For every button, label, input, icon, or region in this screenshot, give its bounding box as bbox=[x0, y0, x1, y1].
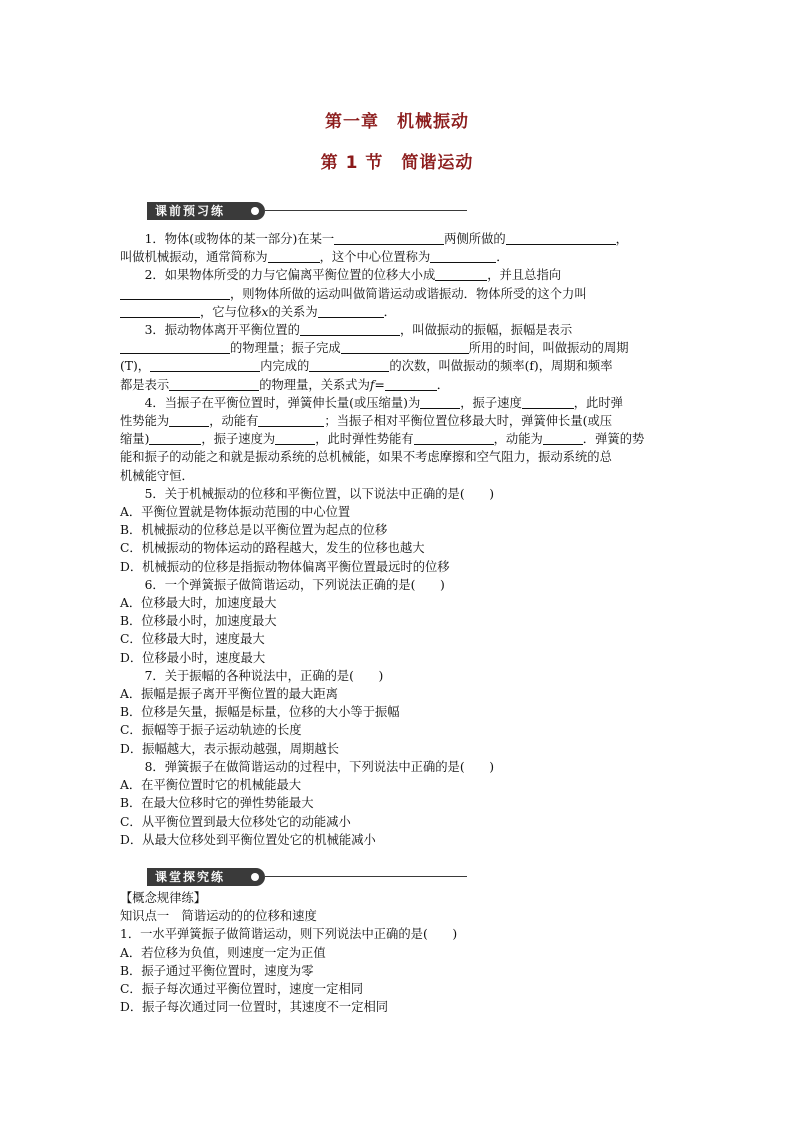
option-b: B．振子通过平衡位置时，速度为零 bbox=[120, 963, 314, 978]
option-c: C．机械振动的物体运动的路程越大，发生的位移也越大 bbox=[120, 541, 425, 556]
q-text: 1．物体(或物体的某一部分)在某一 bbox=[144, 232, 335, 246]
answer-blank bbox=[275, 432, 315, 445]
banner-rule bbox=[265, 876, 467, 877]
q-text: 缩量) bbox=[120, 432, 150, 447]
q-text: ，它与位移 bbox=[200, 304, 262, 319]
bullet-dot-icon bbox=[251, 207, 259, 215]
question-stem: 8．弹簧振子在做简谐运动的过程中，下列说法中正确的是( ) bbox=[144, 759, 495, 774]
answer-blank bbox=[318, 305, 384, 318]
answer-blank bbox=[120, 287, 230, 300]
section-title: 第 1 节 简谐运动 bbox=[320, 153, 474, 173]
banner-rule bbox=[265, 210, 467, 211]
answer-blank bbox=[414, 432, 494, 445]
option-a: A．平衡位置就是物体振动范围的中心位置 bbox=[120, 505, 351, 520]
option-c: C．位移最大时，速度最大 bbox=[120, 632, 265, 647]
option-c: C．从平衡位置到最大位移处它的动能减小 bbox=[120, 814, 351, 829]
option-b: B．机械振动的位移总是以平衡位置为起点的位移 bbox=[120, 523, 388, 538]
answer-blank bbox=[309, 359, 389, 372]
q-text: ，振子速度为 bbox=[201, 432, 276, 447]
sub-heading: 【概念规律练】 bbox=[120, 891, 207, 905]
q-text: ，此时弹 bbox=[573, 395, 623, 410]
knowledge-point-heading: 知识点一 简谐运动的的位移和速度 bbox=[120, 909, 317, 924]
variable-x: x bbox=[261, 304, 269, 319]
q-text: 都是表示 bbox=[120, 377, 170, 392]
option-a: A．振幅是振子离开平衡位置的最大距离 bbox=[120, 687, 338, 702]
q-text: 的次数，叫做振动的频率(f)，周期和频率 bbox=[389, 359, 613, 374]
option-b: B．位移是矢量，振幅是标量，位移的大小等于振幅 bbox=[120, 705, 400, 720]
q-text: 4．当振子在平衡位置时，弹簧伸长量(或压缩量)为 bbox=[144, 395, 421, 410]
q-text: ，动能为 bbox=[493, 432, 543, 447]
question-2 bbox=[120, 266, 676, 321]
question-4 bbox=[120, 394, 676, 485]
q-text: ，叫做振动的振幅，振幅是表示 bbox=[399, 323, 573, 338]
option-a: A．若位移为负值，则速度一定为正值 bbox=[120, 945, 326, 960]
q-text: ，动能有 bbox=[209, 414, 259, 429]
banner-text: 课堂探究练 bbox=[155, 870, 226, 884]
question-3 bbox=[120, 321, 676, 394]
chapter-title: 第一章 机械振动 bbox=[325, 112, 469, 132]
question-stem: 5．关于机械振动的位移和平衡位置，以下说法中正确的是( ) bbox=[144, 486, 495, 501]
q-text: ． bbox=[383, 304, 396, 319]
answer-blank bbox=[543, 432, 583, 445]
question-stem: 1．一水平弹簧振子做简谐运动，则下列说法中正确的是( ) bbox=[120, 927, 458, 942]
answer-blank bbox=[149, 432, 201, 445]
mc-question-5 bbox=[120, 485, 676, 576]
q-text: ，并且总指向 bbox=[487, 268, 562, 283]
q-text: ；当振子相对平衡位置位移最大时，弹簧伸长量(或压 bbox=[324, 414, 613, 429]
q-text: 两侧所做的 bbox=[444, 232, 506, 246]
answer-blank bbox=[268, 250, 320, 263]
question-stem: 6．一个弹簧振子做简谐运动，下列说法正确的是( ) bbox=[144, 577, 445, 592]
q-text: ． bbox=[436, 377, 450, 392]
q-text: 叫做机械振动，通常简称为 bbox=[120, 250, 268, 265]
answer-blank bbox=[506, 232, 616, 245]
option-c: C．振子每次通过平衡位置时，速度一定相同 bbox=[120, 982, 364, 997]
q-text: ．弹簧的势 bbox=[582, 432, 645, 447]
answer-blank bbox=[385, 378, 437, 391]
q-text: 所用的时间，叫做振动的周期 bbox=[468, 341, 629, 356]
option-c: C．振幅等于振子运动轨迹的长度 bbox=[120, 723, 302, 738]
answer-blank bbox=[435, 268, 487, 281]
q-text: 的物理量；振子完成 bbox=[230, 341, 341, 356]
option-d: D．位移最小时，速度最大 bbox=[120, 650, 266, 665]
answer-blank bbox=[430, 250, 496, 263]
answer-blank bbox=[258, 414, 324, 427]
formula-f: f= bbox=[369, 377, 385, 392]
answer-blank bbox=[169, 378, 259, 391]
preview-questions bbox=[120, 230, 676, 849]
q-text: 2．如果物体所受的力与它偏离平衡位置的位移大小成 bbox=[144, 268, 436, 283]
q-text: ． bbox=[496, 250, 509, 265]
q-text: ，这个中心位置称为 bbox=[319, 250, 431, 265]
q-text: 的物理量，关系式为 bbox=[259, 377, 370, 392]
answer-blank bbox=[334, 232, 444, 245]
q-text: (T)， bbox=[120, 359, 151, 374]
answer-blank bbox=[120, 305, 200, 318]
q-text: 能和振子的动能之和就是振动系统的总机械能，如果不考虑摩擦和空气阻力，振动系统的总 bbox=[120, 450, 612, 465]
q-text: 性势能为 bbox=[120, 414, 170, 429]
option-d: D．振子每次通过同一位置时，其速度不一定相同 bbox=[120, 1000, 389, 1015]
option-a: A．位移最大时，加速度最大 bbox=[120, 596, 277, 611]
option-a: A．在平衡位置时它的机械能最大 bbox=[120, 778, 302, 793]
inclass-questions bbox=[120, 889, 676, 1016]
q-text: 的关系为 bbox=[268, 304, 318, 319]
answer-blank bbox=[300, 323, 400, 336]
answer-blank bbox=[120, 341, 230, 354]
bullet-dot-icon bbox=[251, 873, 259, 881]
banner-label bbox=[147, 868, 265, 886]
option-d: D．振幅越大，表示振动越强，周期越长 bbox=[120, 741, 339, 756]
option-b: B．在最大位移时它的弹性势能最大 bbox=[120, 796, 314, 811]
answer-blank bbox=[341, 341, 469, 354]
option-d: D．机械振动的位移是指振动物体偏离平衡位置最远时的位移 bbox=[120, 559, 450, 574]
question-1 bbox=[120, 230, 676, 266]
answer-blank bbox=[522, 396, 574, 409]
mc-question-7 bbox=[120, 667, 676, 758]
inclass-practice-banner bbox=[147, 868, 467, 886]
question-stem: 7．关于振幅的各种说法中，正确的是( ) bbox=[144, 668, 384, 683]
answer-blank bbox=[420, 396, 460, 409]
preview-practice-banner bbox=[147, 202, 467, 220]
mc-question-8 bbox=[120, 758, 676, 849]
q-text: 内完成的 bbox=[260, 359, 310, 374]
banner-label bbox=[147, 202, 265, 220]
q-text: 3．振动物体离开平衡位置的 bbox=[144, 323, 300, 338]
q-text: ，振子速度 bbox=[460, 395, 522, 410]
mc-question-6 bbox=[120, 576, 676, 667]
option-d: D．从最大位移处到平衡位置处它的机械能减小 bbox=[120, 832, 376, 847]
answer-blank bbox=[169, 414, 209, 427]
q-text: 机械能守恒． bbox=[120, 468, 194, 483]
banner-text: 课前预习练 bbox=[155, 204, 226, 218]
option-b: B．位移最小时，加速度最大 bbox=[120, 614, 277, 629]
q-text: ， bbox=[615, 232, 628, 246]
answer-blank bbox=[150, 359, 260, 372]
q-text: ，此时弹性势能有 bbox=[315, 432, 414, 447]
q-text: ，则物体所做的运动叫做简谐运动或谐振动．物体所受的这个力叫 bbox=[230, 286, 587, 301]
